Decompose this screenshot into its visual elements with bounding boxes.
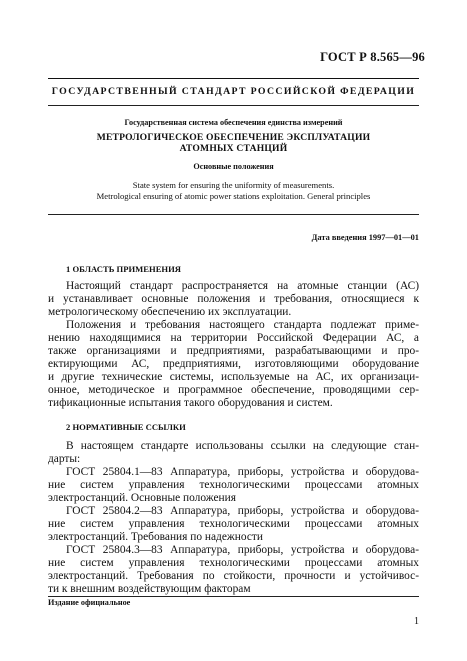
system-line: Государственная система обеспечения единства измерений	[124, 118, 343, 127]
header-separator-rule	[48, 214, 419, 215]
title-top-rule	[48, 78, 419, 79]
body-line: ние систем управления технологическими процессами атомных	[48, 557, 419, 569]
body-line: электростанций. Требования по стойкости, прочности и устойчивос-	[48, 570, 419, 582]
body-line: ектирующими АС, предприятиями, изготовляющими оборудование	[48, 358, 419, 370]
body-line: ГОСТ 25804.2—83 Аппаратура, приборы, устройства и оборудова-	[66, 505, 419, 517]
body-line: и устанавливает основные положения и требования, относящиеся к	[48, 293, 419, 305]
english-title-line: State system for ensuring the uniformity of measurements.	[132, 180, 335, 190]
body-line: ГОСТ 25804.3—83 Аппаратура, приборы, устройства и оборудова-	[66, 544, 419, 556]
body-line: дарты:	[48, 453, 81, 465]
title-bottom-rule	[48, 105, 419, 106]
english-title	[48, 180, 419, 201]
subtitle: Основные положения	[193, 162, 274, 171]
body-line: и другие технические системы, используемые на АС, их организаци-	[48, 371, 419, 383]
body-line: В настоящем стандарте использованы ссылки на следующие стан-	[66, 440, 419, 452]
body-line: ти к внешним воздействующим факторам	[48, 583, 251, 595]
section-heading-scope: 1 ОБЛАСТЬ ПРИМЕНЕНИЯ	[66, 264, 181, 274]
section-heading-references: 2 НОРМАТИВНЫЕ ССЫЛКИ	[66, 422, 186, 432]
edition-note: Издание официальное	[48, 598, 131, 607]
footer-rule	[48, 596, 419, 597]
main-title-line: АТОМНЫХ СТАНЦИЙ	[179, 143, 288, 154]
main-title	[48, 132, 419, 154]
page-number: 1	[414, 616, 419, 627]
body-line: также организациями и предприятиями, разрабатывающими и про-	[48, 345, 419, 357]
doc-number: ГОСТ Р 8.565—96	[320, 50, 425, 64]
body-line: тификационные испытания такого оборудования и систем.	[48, 397, 333, 409]
body-line: электростанций. Основные положения	[48, 492, 236, 504]
body-line: ние систем управления технологическими процессами атомных	[48, 479, 419, 491]
body-line: электростанций. Требования по надежности	[48, 531, 263, 543]
body-line: ние систем управления технологическими процессами атомных	[48, 518, 419, 530]
intro-date: Дата введения 1997—01—01	[311, 233, 419, 242]
english-title-line: Metrological ensuring of atomic power stations exploitation. General principles	[96, 190, 371, 201]
body-line: метрологическому обеспечению их эксплуатации.	[48, 306, 292, 318]
main-title-line: МЕТРОЛОГИЧЕСКОЕ ОБЕСПЕЧЕНИЕ ЭКСПЛУАТАЦИИ	[96, 132, 371, 143]
body-line: Положения и требования настоящего стандарта подлежат приме-	[66, 319, 419, 331]
body-line: ГОСТ 25804.1—83 Аппаратура, приборы, устройства и оборудова-	[66, 466, 419, 478]
body-line: нению находящимися на территории Российской Федерации АС, а	[48, 332, 419, 344]
standard-title: ГОСУДАРСТВЕННЫЙ СТАНДАРТ РОССИЙСКОЙ ФЕДЕРАЦИИ	[51, 86, 416, 97]
body-line: Настоящий стандарт распространяется на атомные станции (АС)	[66, 280, 419, 292]
body-line: онное, методическое и программное обеспечение, проводящими сер-	[48, 384, 419, 396]
